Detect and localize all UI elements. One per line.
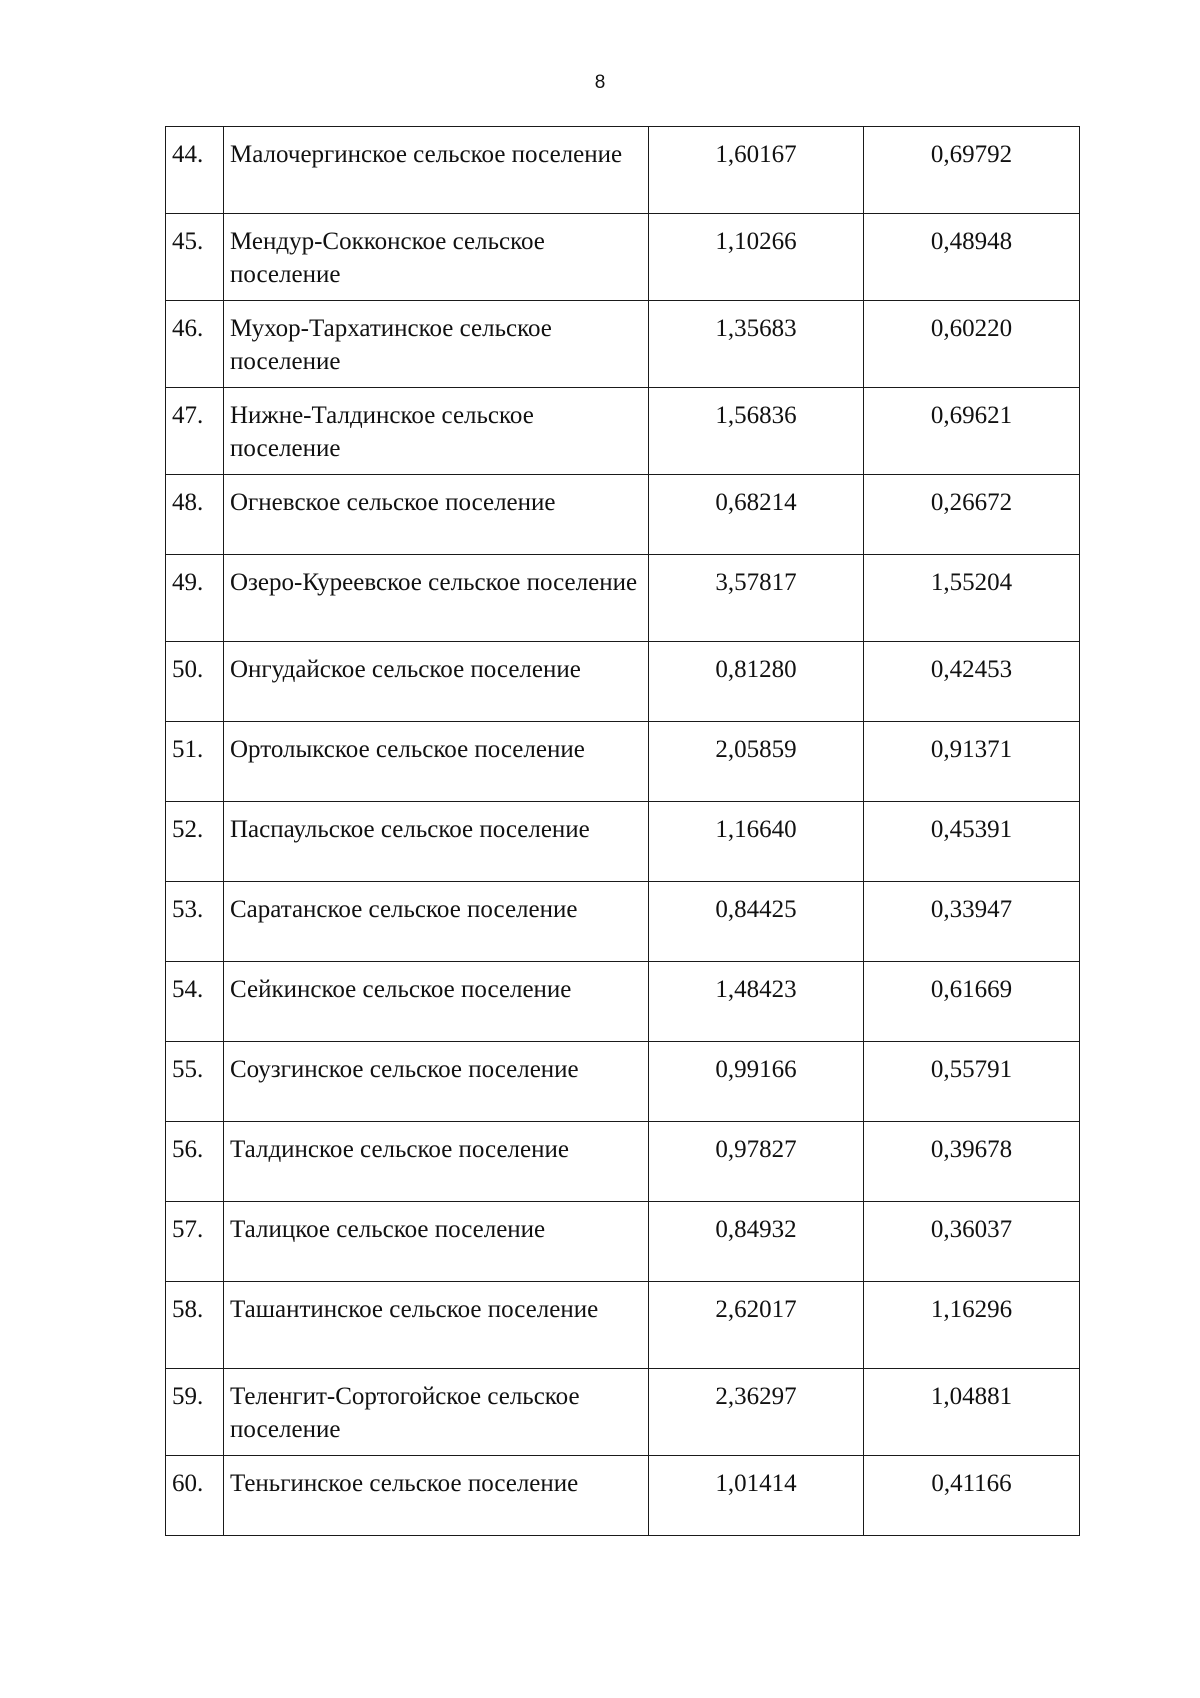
value-1: 1,01414 — [649, 1456, 864, 1536]
row-number: 47. — [166, 388, 224, 475]
value-2: 0,41166 — [864, 1456, 1080, 1536]
row-number: 54. — [166, 962, 224, 1042]
table-row — [166, 475, 1080, 555]
settlement-name: Нижне-Талдинское сельское поселение — [224, 388, 649, 475]
table-row — [166, 214, 1080, 301]
value-2: 0,26672 — [864, 475, 1080, 555]
table-row — [166, 882, 1080, 962]
value-1: 1,48423 — [649, 962, 864, 1042]
value-2: 0,39678 — [864, 1122, 1080, 1202]
value-1: 1,10266 — [649, 214, 864, 301]
table-row — [166, 388, 1080, 475]
row-number: 46. — [166, 301, 224, 388]
value-1: 2,62017 — [649, 1282, 864, 1369]
table-row — [166, 555, 1080, 642]
row-number: 59. — [166, 1369, 224, 1456]
settlement-name: Талицкое сельское поселение — [224, 1202, 649, 1282]
table-row — [166, 642, 1080, 722]
value-1: 1,60167 — [649, 127, 864, 214]
settlement-name: Мухор-Тархатинское сельское поселение — [224, 301, 649, 388]
settlement-name: Теленгит-Сортогойское сельское поселение — [224, 1369, 649, 1456]
value-1: 1,35683 — [649, 301, 864, 388]
settlement-name: Озеро-Куреевское сельское поселение — [224, 555, 649, 642]
value-2: 0,36037 — [864, 1202, 1080, 1282]
value-2: 1,55204 — [864, 555, 1080, 642]
settlement-name: Саратанское сельское поселение — [224, 882, 649, 962]
row-number: 44. — [166, 127, 224, 214]
row-number: 45. — [166, 214, 224, 301]
settlement-name: Огневское сельское поселение — [224, 475, 649, 555]
value-2: 0,33947 — [864, 882, 1080, 962]
settlement-name: Соузгинское сельское поселение — [224, 1042, 649, 1122]
value-2: 1,04881 — [864, 1369, 1080, 1456]
table-row — [166, 1369, 1080, 1456]
settlement-name: Паспаульское сельское поселение — [224, 802, 649, 882]
settlement-name: Ташантинское сельское поселение — [224, 1282, 649, 1369]
value-2: 0,61669 — [864, 962, 1080, 1042]
table-row — [166, 802, 1080, 882]
value-1: 1,56836 — [649, 388, 864, 475]
value-1: 1,16640 — [649, 802, 864, 882]
value-2: 1,16296 — [864, 1282, 1080, 1369]
table-row — [166, 1456, 1080, 1536]
settlement-name: Мендур-Сокконское сельское поселение — [224, 214, 649, 301]
row-number: 57. — [166, 1202, 224, 1282]
value-2: 0,60220 — [864, 301, 1080, 388]
row-number: 52. — [166, 802, 224, 882]
settlement-name: Онгудайское сельское поселение — [224, 642, 649, 722]
value-2: 0,45391 — [864, 802, 1080, 882]
value-1: 0,81280 — [649, 642, 864, 722]
settlement-name: Ортолыкское сельское поселение — [224, 722, 649, 802]
value-1: 2,05859 — [649, 722, 864, 802]
row-number: 56. — [166, 1122, 224, 1202]
row-number: 51. — [166, 722, 224, 802]
value-2: 0,55791 — [864, 1042, 1080, 1122]
value-2: 0,69792 — [864, 127, 1080, 214]
table-row — [166, 301, 1080, 388]
row-number: 60. — [166, 1456, 224, 1536]
row-number: 53. — [166, 882, 224, 962]
row-number: 48. — [166, 475, 224, 555]
value-2: 0,42453 — [864, 642, 1080, 722]
value-2: 0,48948 — [864, 214, 1080, 301]
value-1: 3,57817 — [649, 555, 864, 642]
row-number: 50. — [166, 642, 224, 722]
settlement-name: Талдинское сельское поселение — [224, 1122, 649, 1202]
table-row — [166, 127, 1080, 214]
value-1: 0,84425 — [649, 882, 864, 962]
value-1: 0,99166 — [649, 1042, 864, 1122]
settlement-name: Малочергинское сельское поселение — [224, 127, 649, 214]
value-2: 0,69621 — [864, 388, 1080, 475]
value-1: 0,97827 — [649, 1122, 864, 1202]
table-row — [166, 1042, 1080, 1122]
table-row — [166, 1202, 1080, 1282]
table-row — [166, 1282, 1080, 1369]
settlements-table — [165, 126, 1080, 1536]
table-row — [166, 962, 1080, 1042]
row-number: 49. — [166, 555, 224, 642]
row-number: 58. — [166, 1282, 224, 1369]
value-1: 2,36297 — [649, 1369, 864, 1456]
value-1: 0,84932 — [649, 1202, 864, 1282]
page-number: 8 — [594, 72, 606, 93]
value-1: 0,68214 — [649, 475, 864, 555]
value-2: 0,91371 — [864, 722, 1080, 802]
settlement-name: Теньгинское сельское поселение — [224, 1456, 649, 1536]
settlement-name: Сейкинское сельское поселение — [224, 962, 649, 1042]
table-row — [166, 1122, 1080, 1202]
row-number: 55. — [166, 1042, 224, 1122]
table-row — [166, 722, 1080, 802]
